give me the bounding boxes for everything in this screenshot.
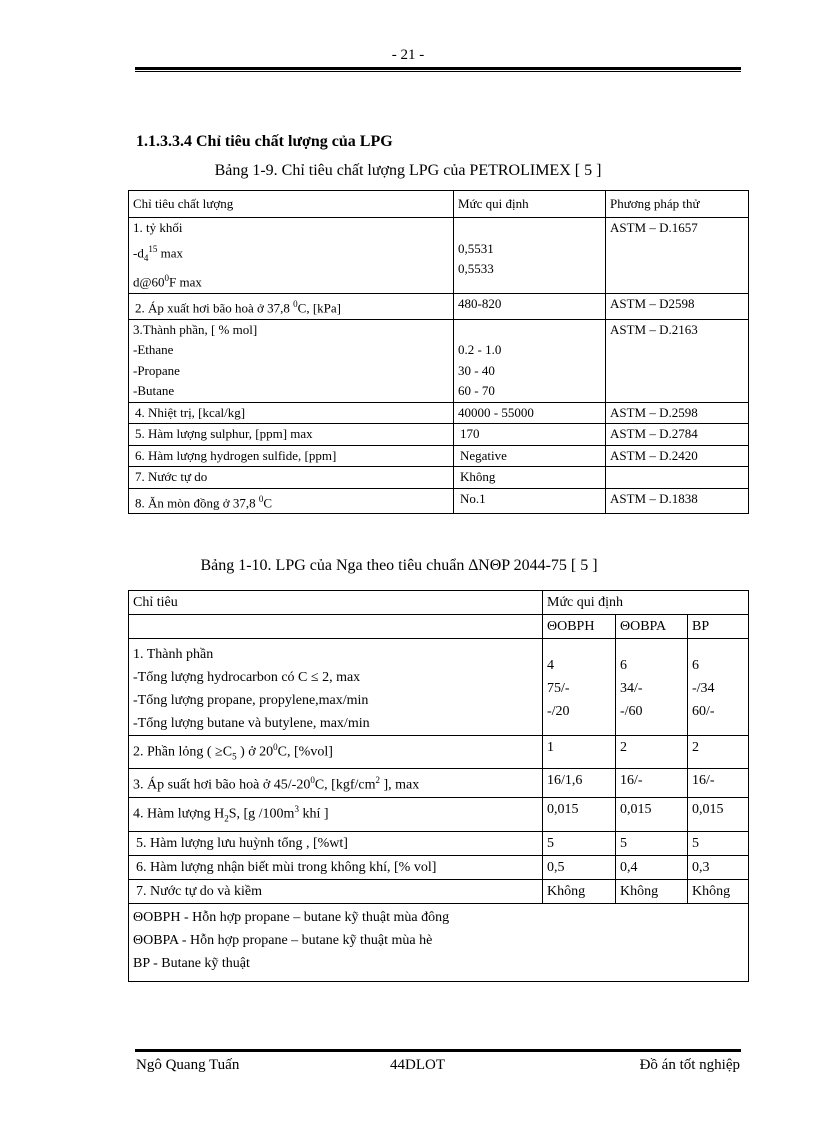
value-cell: 1 [543,736,616,769]
value-line: 0,5533 [458,261,494,276]
table-row [129,445,749,467]
table2-caption: Bảng 1-10. LPG của Nga theo tiêu chuẩn ∆NΘP 2044-75 [ 5 ] [200,557,598,574]
empty-cell [129,615,543,639]
column-header: ΘOBPA [616,615,688,639]
value-cell: 170 [454,424,606,446]
value-cell [454,319,606,402]
column-header: Chỉ tiêu chất lượng [129,191,454,218]
page-number: - 21 - [391,47,425,63]
value-line: 0,5531 [458,240,494,256]
value-cell: 16/- [616,769,688,798]
table-row [129,855,749,879]
table-notes-row [129,903,749,981]
criterion-cell: 4. Nhiệt trị, [kcal/kg] [129,402,454,424]
value-cell: 6 34/- -/60 [616,639,688,736]
table-row [129,639,749,736]
value-cell: 0,3 [688,855,749,879]
table1-caption: Bảng 1-9. Chỉ tiêu chất lượng LPG của PETROLIMEX [ 5 ] [214,162,602,179]
criterion-cell: 3. Áp suất hơi bão hoà ở $45/-20^0C$, [$kgf/cm^2$ ], max [129,769,543,798]
value-cell: 5 [616,831,688,855]
method-cell: ASTM – D.2420 [606,445,749,467]
criterion-line: -Tổng lượng hydrocarbon có C ≤ 2, max [133,670,361,685]
criterion-cell: 4. Hàm lượng $H_2S$, [g $/100m^3$ khí ] [129,798,543,831]
criterion-cell [129,319,454,402]
russian-lpg-table [128,590,749,982]
value-cell [454,218,606,294]
table-row [129,467,749,489]
footer-rule [135,1049,741,1052]
table-row [129,798,749,831]
value-cell: 40000 - 55000 [454,402,606,424]
criterion-line: 1. Thành phần [133,647,214,662]
legend-note: BP - Butane kỹ thuật [133,955,250,971]
value-line: 30 - 40 [458,362,495,378]
criterion-cell: 8. Ăn mòn đồng ở 37,8 $^0$C [129,488,454,514]
section-heading: 1.1.3.3.4 Chỉ tiêu chất lượng của LPG [136,133,393,150]
table-row [129,402,749,424]
method-cell: ASTM – D.2163 [606,319,749,402]
table-row [129,736,749,769]
value-cell: 2 [688,736,749,769]
value-cell: 4 75/- -/20 [543,639,616,736]
value-line: 60 - 70 [458,383,495,399]
value-cell: No.1 [454,488,606,514]
footer-doc-type: Đồ án tốt nghiệp [639,1057,740,1073]
method-cell: ASTM – D.2598 [606,402,749,424]
method-cell [606,467,749,489]
table-row [129,319,749,402]
column-header: Mức qui định [454,191,606,218]
column-header: BP [688,615,749,639]
criterion-cell: 7. Nước tự do [129,467,454,489]
value-cell: 2 [616,736,688,769]
value-cell: Không [454,467,606,489]
method-cell: ASTM – D.1657 [606,218,749,294]
criterion-cell: 6. Hàm lượng nhận biết mùi trong không khí, [% vol] [129,855,543,879]
footer-author: Ngô Quang Tuấn [136,1057,240,1073]
column-header: ΘOBPH [543,615,616,639]
table-row [129,293,749,319]
lpg-quality-table [128,190,749,514]
criterion-line: -Tổng lượng butane và butylene, max/min [133,716,370,731]
criterion-cell: 2. Áp xuất hơi bão hoà ở 37,8 $^0$C, [kPa] [129,293,454,319]
table-row [129,831,749,855]
value-cell: 16/- [688,769,749,798]
legend-note: ΘOBPA - Hỗn hợp propane – butane kỹ thuật mùa hè [133,932,433,948]
criterion-cell [129,639,543,736]
column-header: Chỉ tiêu [129,591,543,615]
table-row [129,769,749,798]
value-cell: 5 [543,831,616,855]
method-cell: ASTM – D.2784 [606,424,749,446]
method-cell: ASTM – D.1838 [606,488,749,514]
criterion-cell: 2. Phần lỏng ( $\ge C_5$ ) ở $20^0C$, [%vol] [129,736,543,769]
value-cell: 0,4 [616,855,688,879]
criterion-line: -Ethane [133,342,174,358]
criterion-line: $-d_4^{15}$ max [133,243,183,263]
criterion-cell: 5. Hàm lượng sulphur, [ppm] max [129,424,454,446]
value-cell: Không [543,879,616,903]
value-line: 0.2 - 1.0 [458,342,502,358]
column-group-header: Mức qui định [543,591,749,615]
criterion-line: 1. tỷ khối [133,220,183,235]
value-cell: 480-820 [454,293,606,319]
column-header: Phương pháp thử [606,191,749,218]
table-header-row [129,591,749,615]
criterion-line: -Propane [133,362,180,378]
table-row [129,488,749,514]
value-cell: 0,015 [543,798,616,831]
value-cell: 16/1,6 [543,769,616,798]
value-cell: Không [688,879,749,903]
footer-class: 44DLOT [390,1057,445,1073]
table-header-row [129,191,749,218]
value-cell: 5 [688,831,749,855]
header-rule-thin [135,71,741,72]
criterion-cell: 7. Nước tự do và kiềm [129,879,543,903]
value-cell: 0,015 [616,798,688,831]
legend-notes [129,903,749,981]
criterion-cell: 5. Hàm lượng lưu huỳnh tổng , [%wt] [129,831,543,855]
table-subheader-row [129,615,749,639]
criterion-line: -Butane [133,383,175,399]
criterion-line: -Tổng lượng propane, propylene,max/min [133,693,369,708]
value-cell: 0,015 [688,798,749,831]
criterion-cell: 6. Hàm lượng hydrogen sulfide, [ppm] [129,445,454,467]
criterion-line: $d@60^0F$ max [133,272,202,290]
value-cell: 6 -/34 60/- [688,639,749,736]
table-row [129,424,749,446]
criterion-cell [129,218,454,294]
value-cell: 0,5 [543,855,616,879]
header-rule [135,67,741,70]
table-row [129,879,749,903]
value-cell: Negative [454,445,606,467]
value-cell: Không [616,879,688,903]
method-cell: ASTM – D2598 [606,293,749,319]
table-row [129,218,749,294]
legend-note: ΘOBPH - Hỗn hợp propane – butane kỹ thuật mùa đông [133,909,450,925]
criterion-line: 3.Thành phần, [ % mol] [133,321,258,337]
